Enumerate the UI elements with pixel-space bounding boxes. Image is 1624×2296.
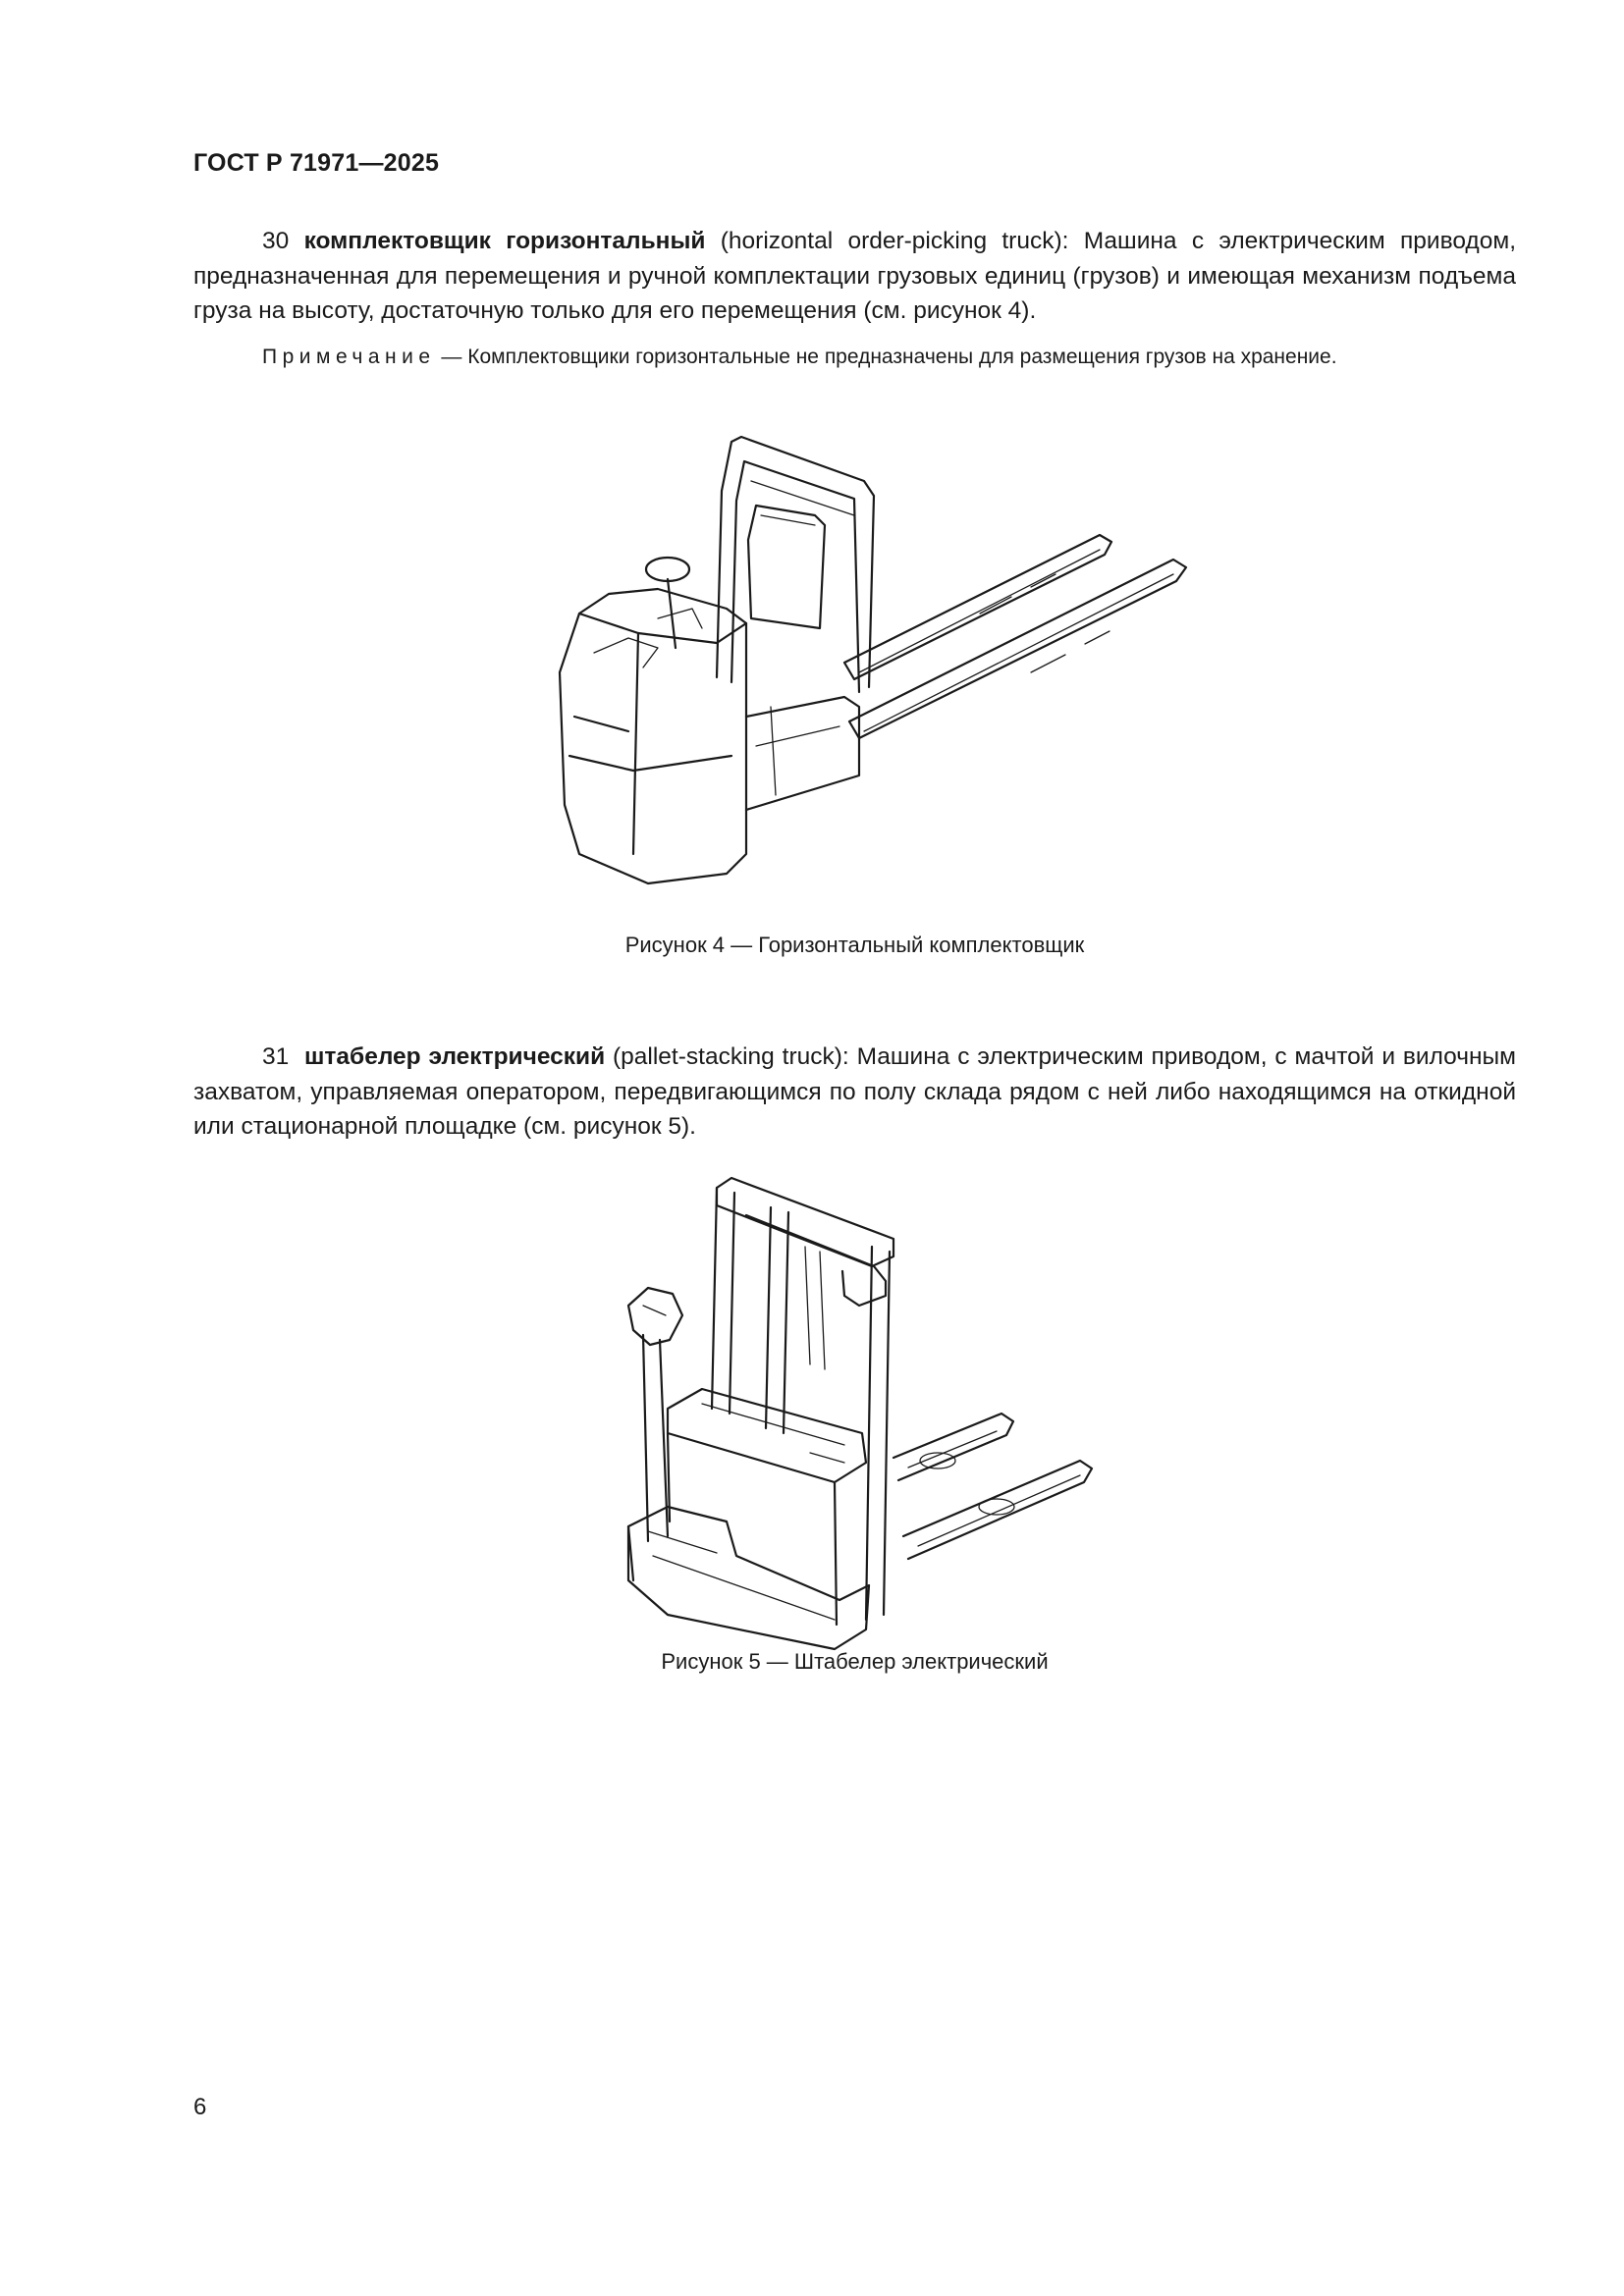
term-31-term: штабелер электрический bbox=[304, 1043, 606, 1070]
term-30-term: комплектовщик горизонтальный bbox=[303, 228, 706, 254]
figure-5-illustration bbox=[609, 1168, 1100, 1698]
figure-4-caption: Рисунок 4 — Горизонтальный комплектовщик bbox=[624, 933, 1085, 957]
figure-4-illustration bbox=[520, 422, 1208, 893]
term-30-paragraph bbox=[193, 224, 1516, 329]
note-text: — Комплектовщики горизонтальные не предназначены для размещения грузов на хранение. bbox=[435, 346, 1337, 368]
figure-5-caption: Рисунок 5 — Штабелер электрический bbox=[661, 1649, 1049, 1674]
page-number: 6 bbox=[193, 2094, 207, 2120]
term-31-definition: (pallet-stacking truck): Машина с электрическим приводом, с мачтой и вилочным захватом, управляемая оператором, передвигающимся по полу склада рядом с ней либо находящимся на откидной или стационарной площадке (см. рисунок 5). bbox=[193, 1043, 1516, 1140]
document-header: ГОСТ Р 71971—2025 bbox=[193, 149, 440, 177]
term-30-number: 30 bbox=[262, 228, 290, 254]
term-30-definition: (horizontal order-picking truck): Машина с электрическим приводом, предназначенная для перемещения и ручной комплектации грузовых единиц (грузов) и имеющая механизм подъема груза на высоту, достаточную только для его перемещения (см. рисунок 4). bbox=[193, 228, 1516, 324]
term-31-paragraph bbox=[193, 1040, 1516, 1145]
note-30 bbox=[193, 342, 1516, 372]
note-label: Примечание bbox=[262, 346, 436, 368]
term-31-number: 31 bbox=[262, 1043, 290, 1070]
